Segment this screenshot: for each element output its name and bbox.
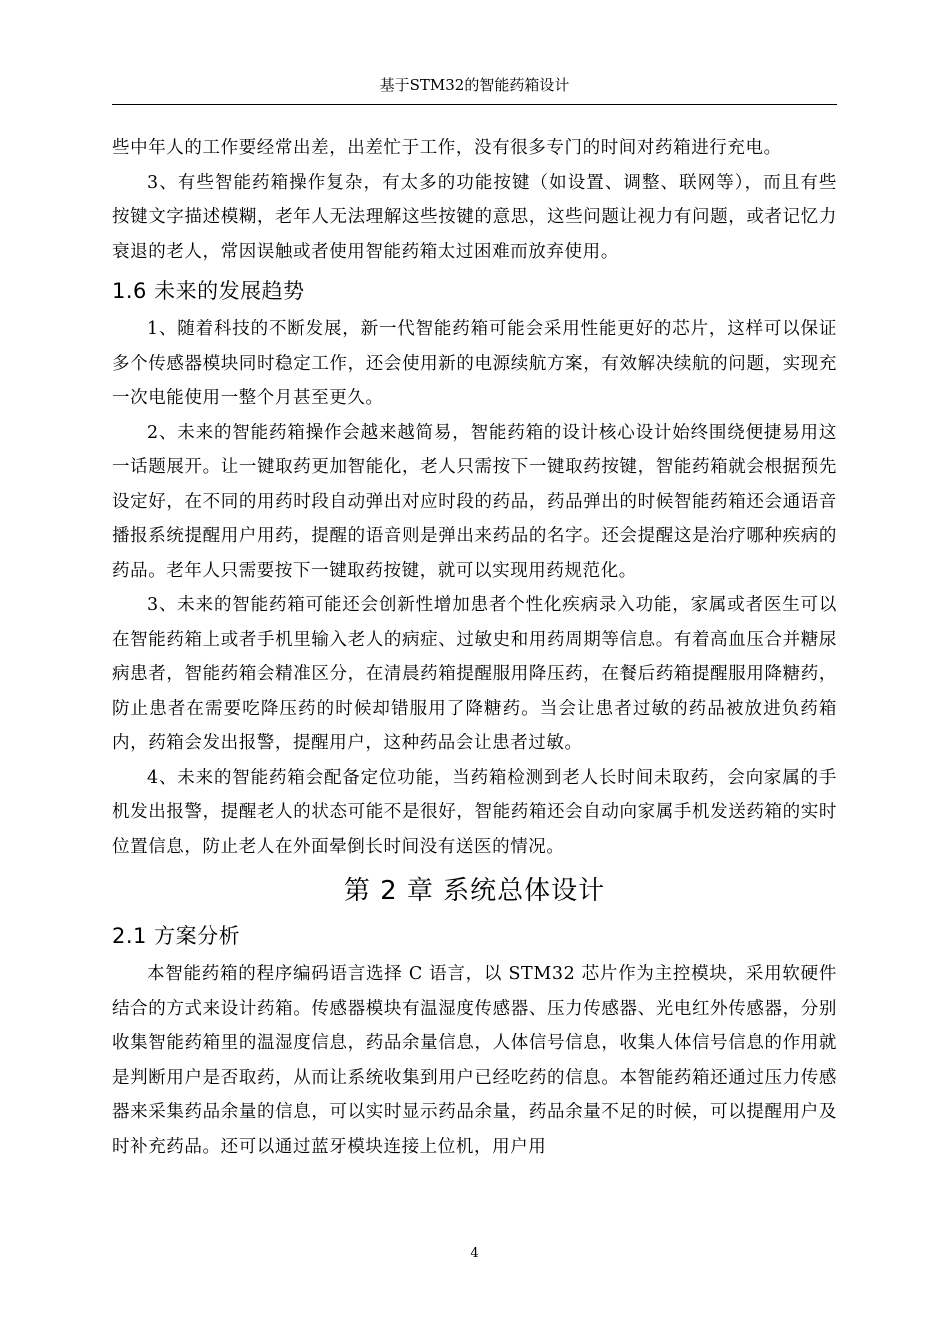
paragraph-item-3: 3、有些智能药箱操作复杂，有太多的功能按键（如设置、调整、联网等），而且有些按键文字描述模糊，老年人无法理解这些按键的意思，这些问题让视力有问题，或者记忆力衰退的老人，常因误触或者使用智能药箱太过困难而放弃使用。	[112, 172, 837, 262]
paragraph-trend-2: 2、未来的智能药箱操作会越来越简易，智能药箱的设计核心设计始终围绕便捷易用这一话题展开。让一键取药更加智能化，老人只需按下一键取药按键，智能药箱就会根据预先设定好，在不同的用药时段自动弹出对应时段的药品，药品弹出的时候智能药箱还会通语音播报系统提醒用户用药，提醒的语音则是弹出来药品的名字。还会提醒这是治疗哪种疾病的药品。老年人只需要按下一键取药按键，就可以实现用药规范化。	[112, 422, 837, 581]
paragraph-continued: 些中年人的工作要经常出差，出差忙于工作，没有很多专门的时间对药箱进行充电。	[112, 138, 782, 158]
chapter-heading-2: 第 2 章 系统总体设计	[343, 876, 606, 906]
paragraph-trend-1: 1、随着科技的不断发展，新一代智能药箱可能会采用性能更好的芯片，这样可以保证多个传感器模块同时稳定工作，还会使用新的电源续航方案，有效解决续航的问题，实现充一次电能使用一整个月甚至更久。	[112, 319, 837, 408]
paragraph-trend-3: 3、未来的智能药箱可能还会创新性增加患者个性化疾病录入功能，家属或者医生可以在智能药箱上或者手机里输入老人的病症、过敏史和用药周期等信息。有着高血压合并糖尿病患者，智能药箱会精准区分，在清晨药箱提醒服用降压药，在餐后药箱提醒服用降糖药，防止患者在需要吃降压药的时候却错服用了降糖药。当会让患者过敏的药品被放进负药箱内，药箱会发出报警，提醒用户，这种药品会让患者过敏。	[112, 595, 837, 753]
running-header: 基于STM32的智能药箱设计	[379, 76, 570, 94]
page-body	[112, 131, 837, 1164]
section-heading-1-6: 1.6 未来的发展趋势	[112, 279, 305, 303]
page-number: 4	[470, 1246, 479, 1261]
paragraph-analysis: 本智能药箱的程序编码语言选择 C 语言，以 STM32 芯片作为主控模块，采用软硬件结合的方式来设计药箱。传感器模块有温湿度传感器、压力传感器、光电红外传感器，分别收集智能药箱里的温湿度信息，药品余量信息，人体信号信息，收集人体信号信息的作用就是判断用户是否取药，从而让系统收集到用户已经吃药的信息。本智能药箱还通过压力传感器来采集药品余量的信息，可以实时显示药品余量，药品余量不足的时候，可以提醒用户及时补充药品。还可以通过蓝牙模块连接上位机，用户用	[112, 964, 837, 1157]
paragraph-trend-4: 4、未来的智能药箱会配备定位功能，当药箱检测到老人长时间未取药，会向家属的手机发出报警，提醒老人的状态可能不是很好，智能药箱还会自动向家属手机发送药箱的实时位置信息，防止老人在外面晕倒长时间没有送医的情况。	[112, 767, 837, 857]
header-divider	[112, 104, 837, 105]
section-heading-2-1: 2.1 方案分析	[112, 924, 241, 948]
